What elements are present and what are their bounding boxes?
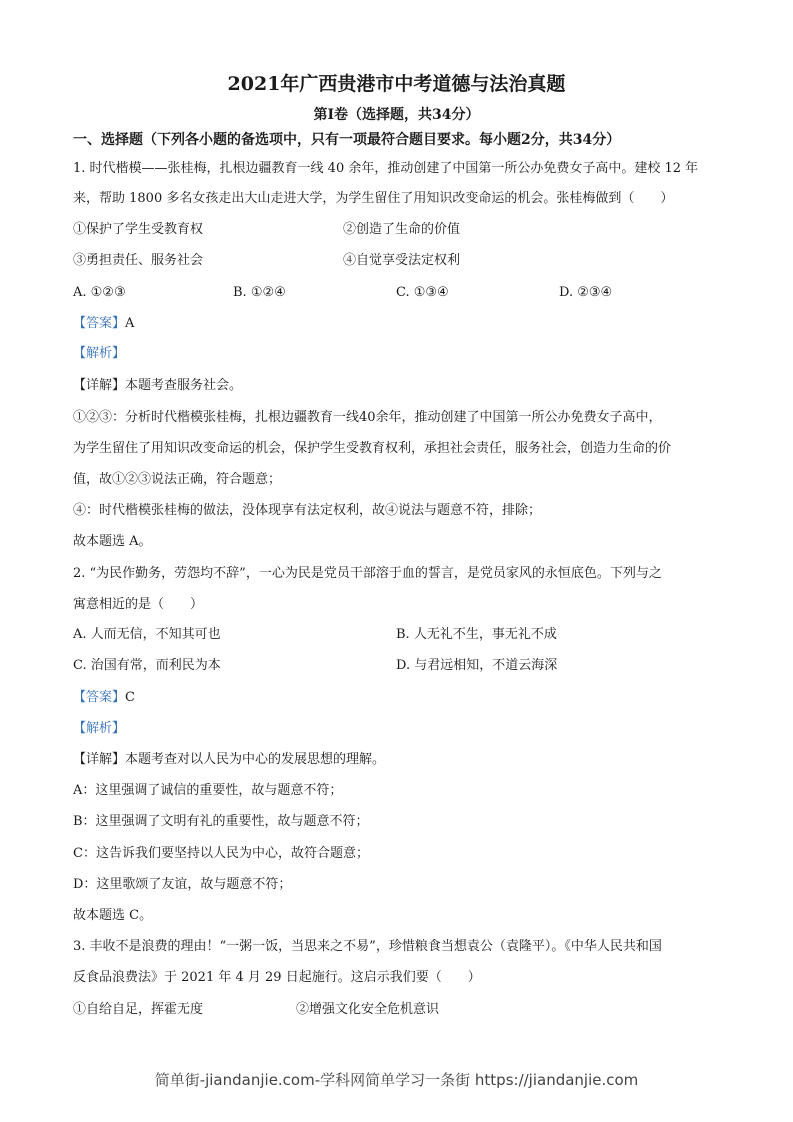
answer-value: C xyxy=(125,690,135,705)
q3-stem-line2: 反食品浪费法》于 2021 年 4 月 29 日起施行。这启示我们要（ ） xyxy=(73,970,481,985)
q1-detail xyxy=(73,377,242,395)
q3-stem-line1: 3. 丰收不是浪费的理由！“一粥一饭，当思来之不易”，珍惜粮食当想袁公（袁隆平）。《中华人民共和国 xyxy=(73,939,662,954)
q1-explanation-4: ④：时代楷模张桂梅的做法，没体现享有法定权利，故④说法与题意不符，排除； xyxy=(73,503,542,518)
q1-option-b: B. ①②④ xyxy=(233,285,286,300)
page-subtitle: 第Ⅰ卷（选择题，共34分） xyxy=(313,107,480,123)
detail-tag: 【详解】 xyxy=(73,378,126,393)
q2-analysis-tag: 【解析】 xyxy=(73,721,126,736)
page-title: 2021年广西贵港市中考道德与法治真题 xyxy=(227,73,566,95)
q2-conclusion: 故本题选 C。 xyxy=(73,908,153,923)
q2-explanation-2: B：这里强调了文明有礼的重要性，故与题意不符； xyxy=(73,814,369,829)
q2-explanation-3: C：这告诉我们要坚持以人民为中心，故符合题意； xyxy=(73,846,369,861)
q2-stem-line2: 寓意相近的是（ ） xyxy=(73,597,204,612)
q3-statement-1: ①自给自足，挥霍无度 xyxy=(73,1002,204,1017)
q1-explanation-3: 值，故①②③说法正确，符合题意； xyxy=(73,472,282,487)
detail-tag: 【详解】 xyxy=(73,752,126,767)
q2-answer xyxy=(73,689,135,707)
q2-explanation-1: A：这里强调了诚信的重要性，故与题意不符； xyxy=(73,783,343,798)
q2-option-a: A. 人而无信，不知其可也 xyxy=(73,627,221,642)
q2-stem-line1: 2. “为民作勤务，劳怨均不辞”，一心为民是党员干部溶于血的誓言，是党员家风的永恒底色。下列与之 xyxy=(73,566,662,581)
q1-option-c: C. ①③④ xyxy=(396,285,449,300)
q1-conclusion: 故本题选 A。 xyxy=(73,534,152,549)
q1-statement-1: ①保护了学生受教育权 xyxy=(73,222,204,237)
q1-statement-3: ③勇担责任、服务社会 xyxy=(73,253,204,268)
q2-option-d: D. 与君远相知，不道云海深 xyxy=(396,658,558,673)
answer-value: A xyxy=(125,316,135,331)
detail-text: 本题考查对以人民为中心的发展思想的理解。 xyxy=(125,752,386,767)
q1-answer xyxy=(73,315,134,333)
q1-option-a: A. ①②③ xyxy=(73,285,126,300)
answer-tag: 【答案】 xyxy=(73,690,126,705)
q2-detail xyxy=(73,751,385,769)
q1-stem-line1: 1. 时代楷模——张桂梅，扎根边疆教育一线 40 余年，推动创建了中国第一所公办免费女子高中。建校 12 年 xyxy=(73,161,699,176)
q2-option-b: B. 人无礼不生，事无礼不成 xyxy=(396,627,557,642)
detail-text: 本题考查服务社会。 xyxy=(125,378,243,393)
q1-explanation-2: 为学生留住了用知识改变命运的机会，保护学生受教育权利，承担社会责任，服务社会，创造力生命的价 xyxy=(73,441,672,456)
q2-explanation-4: D：这里歌颂了友谊，故与题意不符； xyxy=(73,877,292,892)
q1-stem-line2: 来，帮助 1800 多名女孩走出大山走进大学，为学生留住了用知识改变命运的机会。张桂梅做到（ ） xyxy=(73,191,674,206)
answer-tag: 【答案】 xyxy=(73,316,126,331)
page-footer: 简单街-jiandanjie.com-学科网简单学习一条街 https://jiandanjie.com xyxy=(154,1071,639,1089)
q1-explanation-1: ①②③：分析时代楷模张桂梅，扎根边疆教育一线40余年，推动创建了中国第一所公办免费女子高中， xyxy=(73,410,662,425)
q1-option-d: D. ②③④ xyxy=(559,285,613,300)
q1-statement-4: ④自觉享受法定权利 xyxy=(343,253,461,268)
q3-statement-2: ②增强文化安全危机意识 xyxy=(296,1002,440,1017)
q1-analysis-tag: 【解析】 xyxy=(73,346,126,361)
q2-option-c: C. 治国有常，而利民为本 xyxy=(73,658,221,673)
section-heading: 一、选择题（下列各小题的备选项中，只有一项最符合题目要求。每小题2分，共34分） xyxy=(73,132,621,148)
q1-statement-2: ②创造了生命的价值 xyxy=(343,222,461,237)
